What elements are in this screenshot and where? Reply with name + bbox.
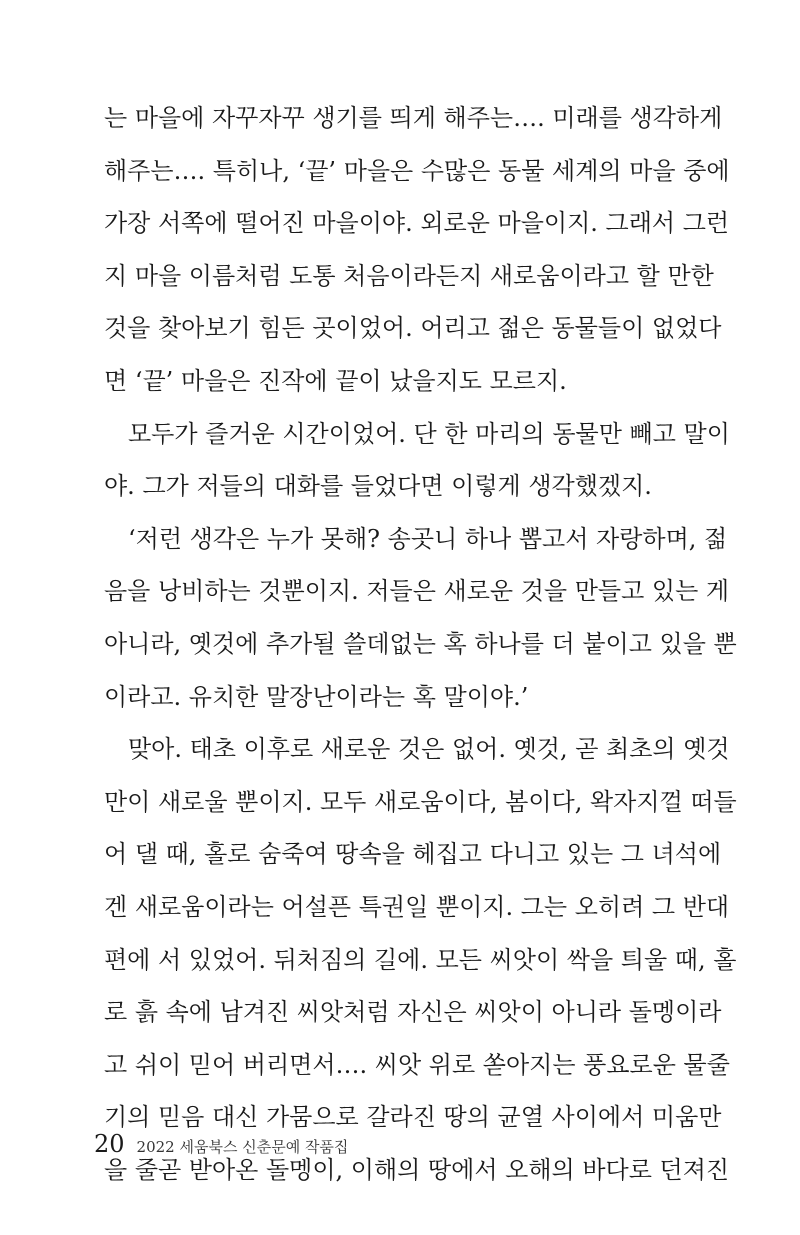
text-line: 고 쉬이 믿어 버리면서…. 씨앗 위로 쏟아지는 풍요로운 물줄 (104, 1050, 730, 1079)
text-line: 로 흙 속에 남겨진 씨앗처럼 자신은 씨앗이 아니라 돌멩이라 (104, 998, 722, 1027)
text-line: 가장 서쪽에 떨어진 마을이야. 외로운 마을이지. 그래서 그런 (104, 209, 730, 238)
text-line: 야. 그가 저들의 대화를 들었다면 이렇게 생각했겠지. (104, 472, 652, 501)
text-line: 을 줄곧 받아온 돌멩이, 이해의 땅에서 오해의 바다로 던져진 (104, 1155, 730, 1184)
text-line: 아니라, 옛것에 추가될 쓸데없는 혹 하나를 더 붙이고 있을 뿐 (104, 629, 737, 658)
page-footer (94, 1130, 348, 1160)
text-line: 모두가 즐거운 시간이었어. 단 한 마리의 동물만 빼고 말이 (128, 419, 730, 448)
text-line: ‘저런 생각은 누가 못해? 송곳니 하나 뽑고서 자랑하며, 젊 (128, 524, 728, 553)
text-line: 것을 찾아보기 힘든 곳이었어. 어리고 젊은 동물들이 없었다 (104, 314, 722, 343)
body-text (104, 96, 737, 1200)
text-line: 이라고. 유치한 말장난이라는 혹 말이야.’ (104, 682, 529, 711)
page-number: 20 (94, 1130, 125, 1158)
text-line: 맞아. 태초 이후로 새로운 것은 없어. 옛것, 곧 최초의 옛것 (128, 735, 730, 764)
text-line: 어 댈 때, 홀로 숨죽여 땅속을 헤집고 다니고 있는 그 녀석에 (104, 840, 722, 869)
text-line: 만이 새로울 뿐이지. 모두 새로움이다, 봄이다, 왁자지껄 떠들 (104, 787, 737, 816)
text-line: 편에 서 있었어. 뒤처짐의 길에. 모든 씨앗이 싹을 틔울 때, 홀 (104, 945, 737, 974)
text-line: 음을 낭비하는 것뿐이지. 저들은 새로운 것을 만들고 있는 게 (104, 577, 730, 606)
text-line: 해주는…. 특히나, ‘끝’ 마을은 수많은 동물 세계의 마을 중에 (104, 156, 730, 185)
text-line: 기의 믿음 대신 가뭄으로 갈라진 땅의 균열 사이에서 미움만 (104, 1103, 722, 1132)
text-line: 는 마을에 자꾸자꾸 생기를 띄게 해주는…. 미래를 생각하게 (104, 104, 723, 132)
running-title: 2022 세움북스 신춘문예 작품집 (136, 1138, 349, 1156)
text-line: 지 마을 이름처럼 도통 처음이라든지 새로움이라고 할 만한 (104, 261, 714, 290)
text-line: 면 ‘끝’ 마을은 진작에 끝이 났을지도 모르지. (104, 366, 567, 395)
text-line: 겐 새로움이라는 어설픈 특권일 뿐이지. 그는 오히려 그 반대 (104, 892, 730, 921)
